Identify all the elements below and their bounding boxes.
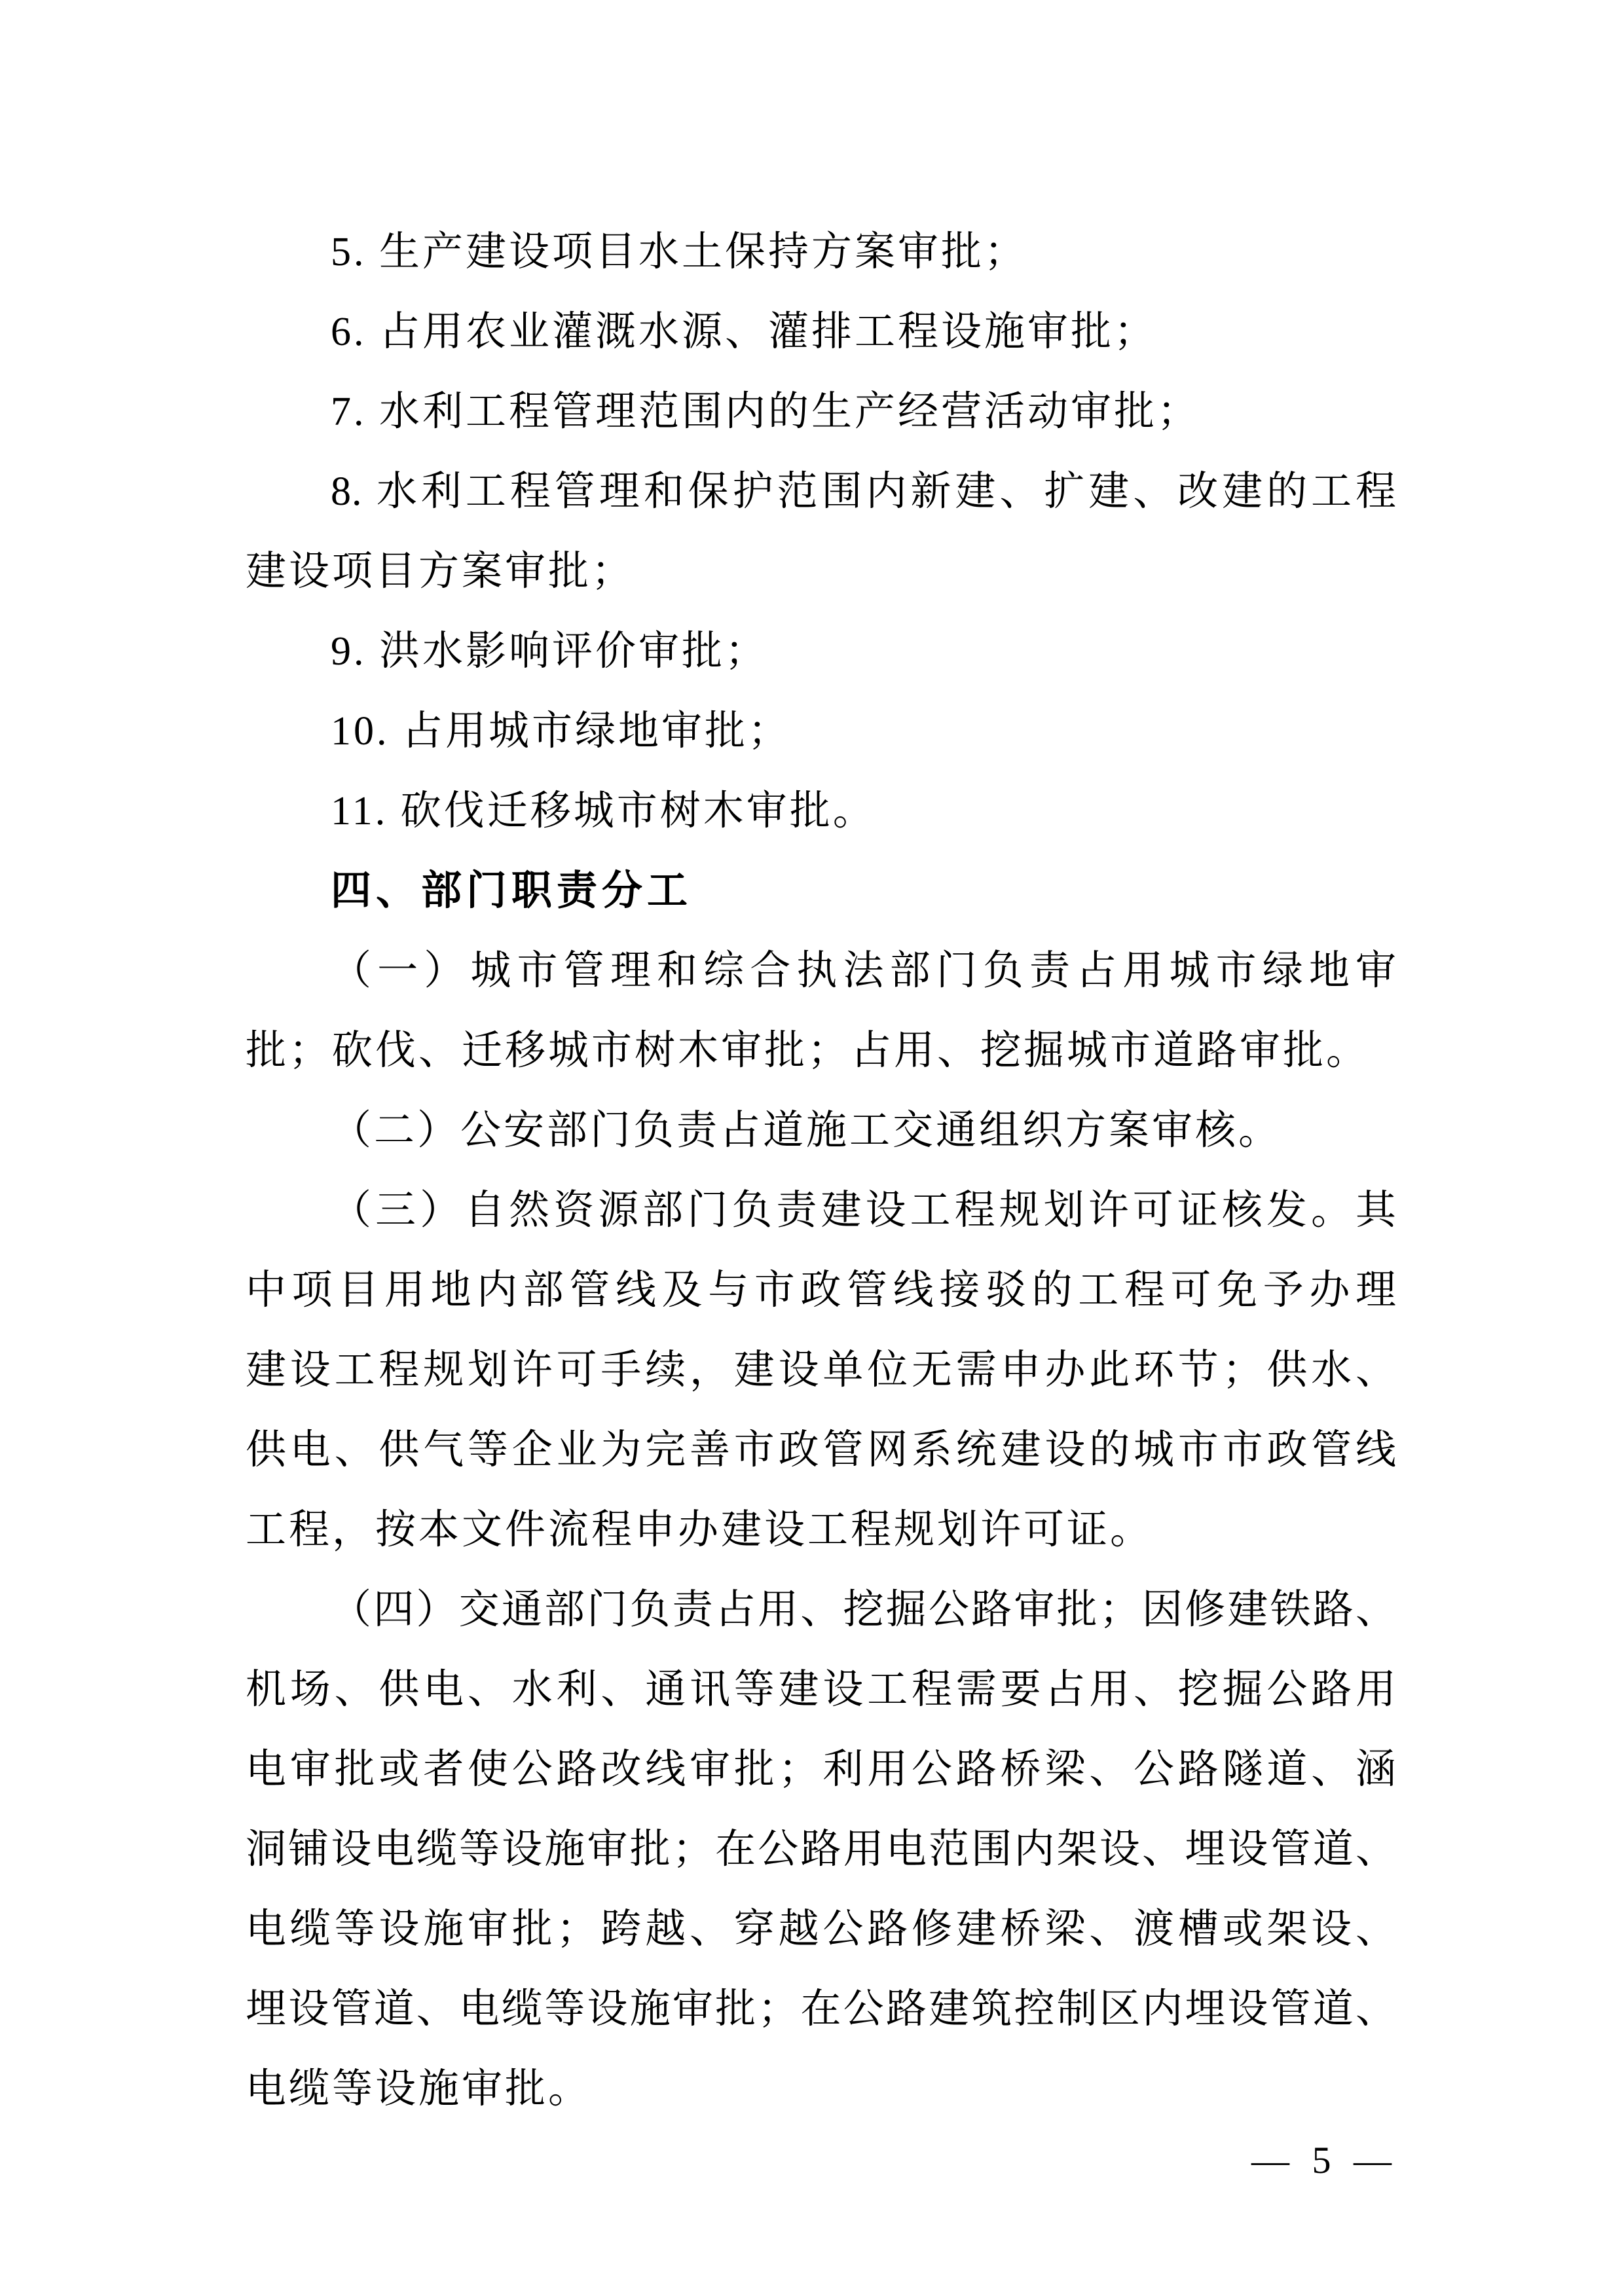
paragraph-4-line-5: 电缆等设施审批；跨越、穿越公路修建桥梁、渡槽或架设、	[246, 1907, 1397, 1952]
list-item-8-line-2: 建设项目方案审批；	[246, 549, 635, 594]
paragraph-1-line-2: 批；砍伐、迁移城市树木审批；占用、挖掘城市道路审批。	[246, 1029, 1370, 1073]
list-item-5: 5. 生产建设项目水土保持方案审批；	[331, 230, 1028, 274]
list-item-6: 6. 占用农业灌溉水源、灌排工程设施审批；	[331, 310, 1158, 354]
paragraph-3-line-1: （三）自然资源部门负责建设工程规划许可证核发。其	[331, 1188, 1397, 1233]
paragraph-3-line-4: 供电、供气等企业为完善市政管网系统建设的城市市政管线	[246, 1428, 1397, 1472]
paragraph-4-line-6: 埋设管道、电缆等设施审批；在公路建筑控制区内埋设管道、	[246, 1987, 1397, 2032]
paragraph-3-line-5: 工程，按本文件流程申办建设工程规划许可证。	[246, 1508, 1154, 1552]
list-item-10: 10. 占用城市绿地审批；	[331, 709, 792, 754]
paragraph-4-line-2: 机场、供电、水利、通讯等建设工程需要占用、挖掘公路用	[246, 1667, 1397, 1712]
paragraph-4-line-7: 电缆等设施审批。	[246, 2067, 592, 2111]
list-item-11: 11. 砍伐迁移城市树木审批。	[331, 789, 876, 833]
paragraph-4-line-1: （四）交通部门负责占用、挖掘公路审批；因修建铁路、	[331, 1588, 1397, 1632]
list-item-7: 7. 水利工程管理范围内的生产经营活动审批；	[331, 390, 1201, 434]
section-heading: 四、部门职责分工	[331, 868, 693, 913]
page-number: — 5 —	[1251, 2139, 1398, 2181]
paragraph-2-line-1: （二）公安部门负责占道施工交通组织方案审核。	[331, 1108, 1282, 1153]
paragraph-3-line-3: 建设工程规划许可手续，建设单位无需申办此环节；供水、	[246, 1348, 1397, 1393]
paragraph-4-line-3: 电审批或者使公路改线审批；利用公路桥梁、公路隧道、涵	[246, 1747, 1397, 1792]
document-body	[246, 212, 1397, 2129]
list-item-8-line-1: 8. 水利工程管理和保护范围内新建、扩建、改建的工程	[331, 469, 1397, 514]
paragraph-4-line-4: 洞铺设电缆等设施审批；在公路用电范围内架设、埋设管道、	[246, 1827, 1397, 1872]
paragraph-1-line-1: （一）城市管理和综合执法部门负责占用城市绿地审	[331, 949, 1397, 993]
paragraph-3-line-2: 中项目用地内部管线及与市政管线接驳的工程可免予办理	[246, 1268, 1397, 1313]
list-item-9: 9. 洪水影响评价审批；	[331, 629, 769, 674]
